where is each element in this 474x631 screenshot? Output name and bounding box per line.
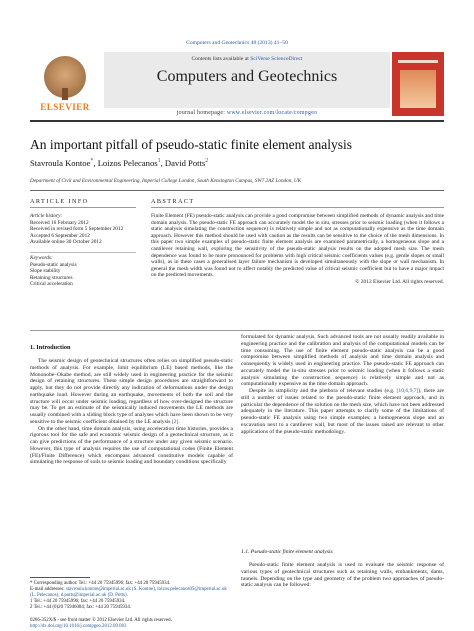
journal-header <box>30 52 444 116</box>
header-rule <box>30 120 444 122</box>
cover-stripe <box>398 60 438 63</box>
author-name[interactable]: David Potts <box>164 158 206 168</box>
article-info-rule <box>30 207 136 208</box>
publisher-name: ELSEVIER <box>40 102 90 112</box>
keywords <box>30 255 140 288</box>
author-name[interactable]: Stavroula Kontoe <box>30 158 91 168</box>
journal-homepage <box>104 110 390 116</box>
author-mark[interactable]: * <box>90 158 94 165</box>
section-heading-introduction: 1. Introduction <box>30 344 71 351</box>
keywords-rule <box>30 252 136 253</box>
sciverse-link[interactable]: SciVerse ScienceDirect <box>250 56 303 62</box>
elsevier-logo <box>30 52 100 116</box>
author-list: Stavroula Kontoe*, Loizos Pelecanos$^1$, David Potts$^2$ <box>30 158 209 168</box>
paragraph-text: . <box>178 418 180 425</box>
homepage-prefix: journal homepage: <box>176 110 227 116</box>
history-label: Article history: <box>30 213 63 219</box>
footnote-corresponding: * Corresponding author. Tel.: +44 20 75945996; fax: +44 20 75945934. <box>30 581 171 586</box>
keywords-label: Keywords: <box>30 255 53 261</box>
right-column <box>241 334 444 435</box>
footnotes <box>30 581 233 611</box>
affiliation: Department of Civil and Environmental Engineering, Imperial College London, South Kensington Campus, SW7 2AZ London, UK <box>30 178 302 184</box>
history-item: Received in revised form 5 September 2012 <box>30 226 124 233</box>
left-column <box>30 358 233 466</box>
keyword: Critical acceleration <box>30 281 73 288</box>
footnote-2: 2 Tel.: +44 (0)20 75946084; fax: +44 20 75945934. <box>30 605 131 610</box>
journal-citation: Computers and Geotechnics 48 (2013) 41–50 <box>186 40 288 46</box>
paragraph-text: The seismic design of geotechnical structures often relies on simplified pseudo-static methods of analysis. For example, limit equilibrium (LE) based methods, like the Mononobe–Okabe method, are still widely used in engineering practice for the seismic design of retaining structures. These simple design procedures are straightforward to apply, but they do not provide directly any indication of deformations under the design earthquake load. However during an earthquake, movements of both the soil and the structure will occur under seismic loading, regardless of how over-designed the structure may be. To get an estimate of the seismically induced movements the LE methods are usually combined with a sliding block type of analyses which have been shown to be very sensitive to the seismic coefficient obtained by the LE analysis <box>30 358 233 425</box>
front-matter <box>30 618 233 630</box>
author-name[interactable]: Loizos Pelecanos <box>97 158 158 168</box>
citation-link[interactable]: [2] <box>171 418 179 425</box>
article-info-heading: ARTICLE INFO <box>30 198 89 205</box>
cover-picture <box>400 70 436 108</box>
author-mark[interactable]: 2 <box>205 158 209 165</box>
paper-title: An important pitfall of pseudo-static finite element analysis <box>30 137 353 152</box>
history-item: Available online 30 October 2012 <box>30 239 102 246</box>
contents-line <box>104 56 390 62</box>
history-item: Received 16 February 2012 <box>30 219 89 226</box>
copyright: © 2012 Elsevier Ltd. All rights reserved. <box>355 278 444 285</box>
right-column-continued <box>241 562 444 589</box>
homepage-link[interactable]: www.elsevier.com/locate/compgeo <box>226 110 318 116</box>
journal-title-box <box>104 52 390 108</box>
email-links[interactable]: stavroula.kontoe@imperial.ac.uk (S. Kontoe), loizos.pelecanos05@imperial.ac.uk (L. Pelecanos), d.potts@imperial.ac.uk (D. Potts). <box>30 587 227 598</box>
journal-cover-image <box>392 52 444 116</box>
email-label: E-mail addresses: <box>30 587 66 592</box>
keyword: Pseudo-static analysis <box>30 261 77 268</box>
paragraph: On the other hand, time domain analysis, using acceleration time histories, provides a rigorous tool for the safe and economic seismic design of a geotechnical structure, as it can give predictions of the performance of a structure under any given seismic scenario. However, this type of analysis requires the use of computational codes (Finite Element (FE)/Finite Difference) which encompass advanced constitutive models capable of simulating the response of soils to seismic loading and boundary conditions specifically <box>30 425 233 466</box>
keyword: Retaining structures <box>30 274 73 281</box>
citation-link[interactable]: [10,6,9,7] <box>396 388 419 394</box>
abstract-bottom-rule <box>30 330 444 331</box>
issn-line: 0266-352X/$ - see front matter © 2012 Elsevier Ltd. All rights reserved. <box>30 618 172 623</box>
footnote-1: 1 Tel.: +44 20 75945996; fax: +44 20 75945934. <box>30 599 126 604</box>
journal-title: Computers and Geotechnics <box>156 68 338 85</box>
abstract-text: Finite Element (FE) pseudo-static analysis can provide a good compromise between simplified methods of dynamic analysis and time domain analysis. The pseudo-static FE approach can accurately model the in situ, stresses prior to seismic loading (when it follows a static analysis simulating the construction sequence) is relatively simple and not as computationally expensive as the time domain approach. However this method should be used with caution as the results can be sensitive to the choice of the mesh dimensions. In this paper two simple examples of pseudo-static finite element analysis are examined parametrically, a homogeneous slope and a cantilever retaining wall, exploring the sensitivity of the pseudo-static analysis results on the adopted mesh size. The mesh dependence was found to be more pronounced for problems with high critical seismic coefficients values (e.g. gentle slopes or small walls), as in these cases a generalised layer failure mechanism is developed simultaneously with the slope or wall mechanism. In general the mesh width was found not to affect notably the predicted value of critical seismic coefficient but to have a major impact on the predicted movements. <box>151 213 444 279</box>
contents-prefix: Contents lists available at <box>191 56 251 62</box>
subsection-heading: 1.1. Pseudo-static finite element analysis <box>241 549 333 555</box>
history-item: Accepted 6 September 2012 <box>30 232 90 239</box>
keyword: Slope stability <box>30 268 61 275</box>
paragraph <box>241 388 444 435</box>
paragraph-text: Despite its simplicity and the plethora of relevant studies (e.g. <box>249 388 397 394</box>
abstract-rule <box>151 207 444 208</box>
abstract-heading: ABSTRACT <box>151 198 195 205</box>
paragraph <box>30 358 233 426</box>
tree-trunk-icon <box>62 88 68 100</box>
author-mark[interactable]: 1 <box>157 158 161 165</box>
paragraph: formulated for dynamic analysis. Such advanced tools are not usually readily available in engineering practice and the calibration and analysis of the computational models can be time consuming. The use of finite element pseudo-static analysis can be a good compromise between simplified methods of analysis and time domain analysis and consequently is widely used in engineering practice. The pseudo-static FE approach can accurately model the in-situ stresses prior to seismic loading (when it follows a static analysis simulating the construction sequence) is relatively simple and not as computationally expensive as the time domain approach. <box>241 334 444 388</box>
footnote-rule <box>30 577 90 578</box>
article-history <box>30 213 140 246</box>
paragraph: Pseudo-static finite element analysis is used to evaluate the seismic response of various types of geotechnical structures such as retaining walls, embankments, dams, tunnels. Depending on the type and geometry of the problem two approaches of pseudo-static analysis can be followed: <box>241 562 444 589</box>
footnote-emails <box>30 587 233 599</box>
paragraph-text: ), there are still a number of issues related to the pseudo-static finite element approach, and in particular the dependence of the solution on the mesh size, which have not been addressed adequately in the literature. This paper attempts to clarify some of the limitations of pseudo-static FE analysis using two simple examples; a homogeneous slope and an excavation next to a cantilever wall, but most of the issues raised are relevant to other applications of the pseudo-static methodology. <box>241 388 444 435</box>
title-rule <box>30 190 444 191</box>
doi-link[interactable]: http://dx.doi.org/10.1016/j.compgeo.2012.09.003 <box>30 623 127 629</box>
abstract-body <box>151 213 444 286</box>
